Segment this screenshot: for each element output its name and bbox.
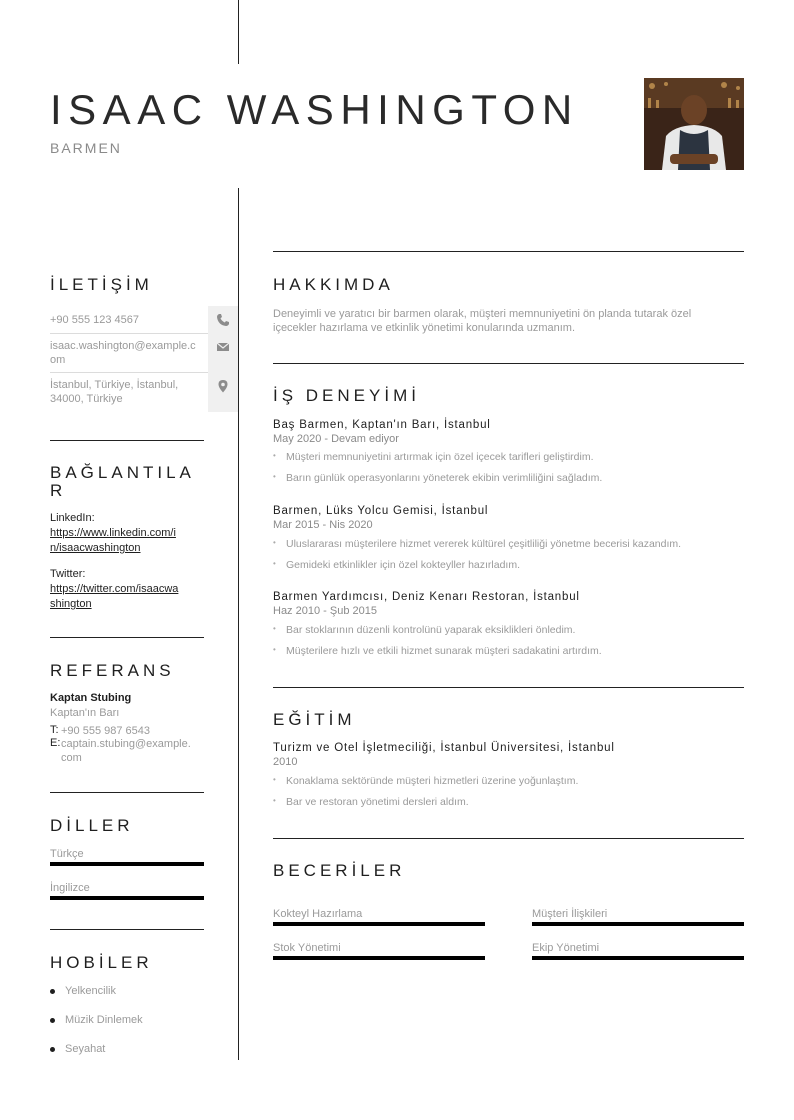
contact-address-line: İstanbul, Türkiye, İstanbul, <box>50 379 179 391</box>
reference-phone-label: T: <box>50 724 59 736</box>
twitter-label: Twitter: <box>50 568 86 580</box>
reference-email-line: captain.stubing@example. <box>61 738 191 750</box>
skill-name: Ekip Yönetimi <box>532 942 600 954</box>
contact-separator <box>50 372 208 373</box>
language-level-bar <box>50 862 204 866</box>
job-bullet: • Müşterilere hızlı ve etkili hizmet sunarak müşteri sadakatini artırdım. <box>286 645 602 657</box>
about-text-line: içecekler hazırlama ve etkinlik yönetimi konularında uzmanım. <box>273 322 576 334</box>
reference-name: Kaptan Stubing <box>50 692 132 704</box>
section-divider <box>50 440 204 441</box>
skill-level-bar <box>532 956 744 960</box>
education-heading: EĞİTİM <box>273 710 356 729</box>
contact-email-line: isaac.washington@example.c <box>50 340 196 352</box>
bullet-dot <box>50 1018 55 1023</box>
section-divider <box>50 637 204 638</box>
links-heading-line: R <box>50 481 67 500</box>
skill-level-bar <box>532 922 744 926</box>
top-divider <box>238 0 239 64</box>
twitter-link-line: https://twitter.com/isaacwa <box>50 583 179 595</box>
hobby-item: Müzik Dinlemek <box>65 1014 143 1026</box>
contact-address-line: 34000, Türkiye <box>50 393 123 405</box>
reference-email[interactable] <box>61 737 191 765</box>
experience-heading: İŞ DENEYİMİ <box>273 386 420 405</box>
contact-address <box>50 378 178 406</box>
job-bullet: • Gemideki etkinlikler için özel kokteyller hazırladım. <box>286 559 520 571</box>
about-text <box>273 307 691 335</box>
section-divider <box>273 251 744 252</box>
bullet-dot <box>50 989 55 994</box>
linkedin-link-line: n/isaacwashington <box>50 542 141 554</box>
education-date: 2010 <box>273 756 298 768</box>
job-date: Mar 2015 - Nis 2020 <box>273 519 373 531</box>
skills-heading: BECERİLER <box>273 861 406 880</box>
skill-name: Müşteri İlişkileri <box>532 908 608 920</box>
job-title: Baş Barmen, Kaptan'ın Barı, İstanbul <box>273 419 491 431</box>
contact-email-line: om <box>50 354 66 366</box>
about-heading: HAKKIMDA <box>273 275 394 294</box>
reference-email-label: E: <box>50 737 61 749</box>
envelope-icon <box>216 340 230 354</box>
education-title: Turizm ve Otel İşletmeciliği, İstanbul Üniversitesi, İstanbul <box>273 742 615 754</box>
section-divider <box>273 363 744 364</box>
job-bullet: • Uluslararası müşterilere hizmet vererek kültürel çeşitliliği yönetme becerisi kazandım. <box>286 538 681 550</box>
reference-phone[interactable]: +90 555 987 6543 <box>61 725 151 737</box>
skill-level-bar <box>273 922 485 926</box>
language-name: İngilizce <box>50 882 90 894</box>
job-title: Barmen Yardımcısı, Deniz Kenarı Restoran, İstanbul <box>273 591 580 603</box>
languages-heading: DİLLER <box>50 816 134 835</box>
profile-photo <box>644 78 744 170</box>
skill-name: Stok Yönetimi <box>273 942 341 954</box>
job-date: May 2020 - Devam ediyor <box>273 433 399 445</box>
reference-company: Kaptan'ın Barı <box>50 707 120 719</box>
twitter-link-line: shington <box>50 598 92 610</box>
job-date: Haz 2010 - Şub 2015 <box>273 605 377 617</box>
column-divider <box>238 188 239 1060</box>
linkedin-label: LinkedIn: <box>50 512 95 524</box>
contact-phone[interactable]: +90 555 123 4567 <box>50 314 140 326</box>
skill-level-bar <box>273 956 485 960</box>
job-bullet: • Müşteri memnuniyetini artırmak için özel içecek tarifleri geliştirdim. <box>286 451 594 463</box>
job-bullet: • Bar stoklarının düzenli kontrolünü yaparak eksiklikleri önledim. <box>286 624 575 636</box>
phone-icon <box>216 313 230 327</box>
language-level-bar <box>50 896 204 900</box>
links-heading-line: BAĞLANTILA <box>50 463 195 482</box>
hobbies-heading: HOBİLER <box>50 953 153 972</box>
job-bullet: • Barın günlük operasyonlarını yöneterek ekibin verimliliğini sağladım. <box>286 472 602 484</box>
bullet-dot <box>50 1047 55 1052</box>
candidate-title: BARMEN <box>50 140 122 156</box>
references-heading: REFERANS <box>50 661 175 680</box>
candidate-name: ISAAC WASHINGTON <box>50 86 579 133</box>
section-divider <box>273 687 744 688</box>
linkedin-link-line: https://www.linkedin.com/i <box>50 527 176 539</box>
job-title: Barmen, Lüks Yolcu Gemisi, İstanbul <box>273 505 489 517</box>
contact-heading: İLETİŞİM <box>50 275 153 294</box>
reference-email-line: com <box>61 752 82 764</box>
education-bullet: • Konaklama sektöründe müşteri hizmetleri üzerine yoğunlaştım. <box>286 775 578 787</box>
links-heading <box>50 464 195 500</box>
linkedin-link[interactable] <box>50 526 176 556</box>
education-bullet: • Bar ve restoran yönetimi dersleri aldım. <box>286 796 469 808</box>
contact-separator <box>50 333 208 334</box>
twitter-link[interactable] <box>50 582 178 612</box>
hobby-item: Seyahat <box>65 1043 106 1055</box>
skill-name: Kokteyl Hazırlama <box>273 908 363 920</box>
section-divider <box>50 929 204 930</box>
contact-email[interactable] <box>50 339 196 367</box>
hobby-item: Yelkencilik <box>65 985 116 997</box>
section-divider <box>50 792 204 793</box>
location-pin-icon <box>216 379 230 393</box>
section-divider <box>273 838 744 839</box>
language-name: Türkçe <box>50 848 84 860</box>
about-text-line: Deneyimli ve yaratıcı bir barmen olarak, müşteri memnuniyetini ön planda tutarak özel <box>273 308 692 320</box>
